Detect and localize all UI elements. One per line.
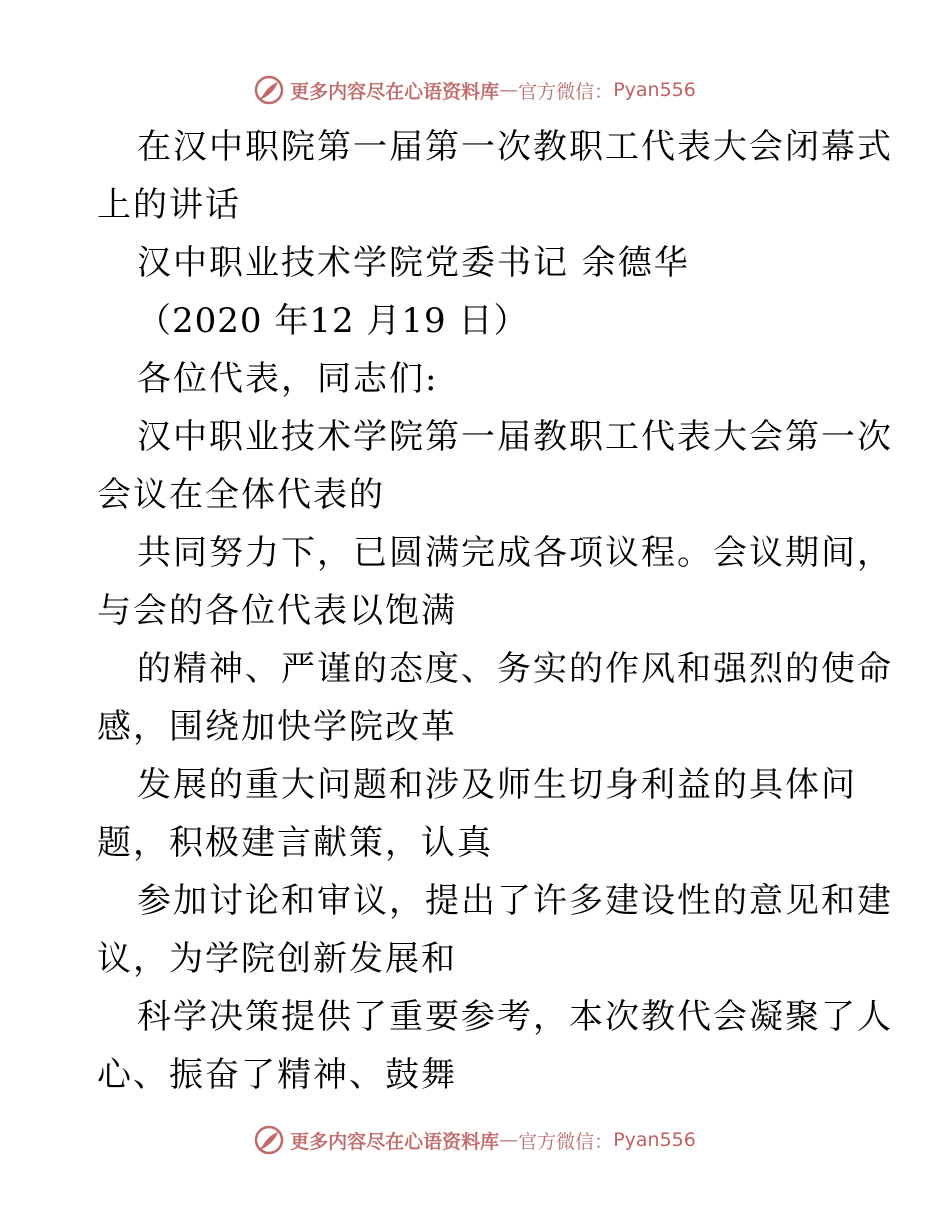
paragraph-line: 汉中职业技术学院第一届教职工代表大会第一次: [137, 417, 893, 457]
watermark-separator: —: [499, 1129, 519, 1151]
document-salutation: 各位代表，同志们:: [137, 359, 439, 399]
watermark-footer: [0, 1120, 950, 1160]
watermark-label: 官方微信：: [518, 80, 614, 103]
feather-pen-logo-icon: [254, 1125, 284, 1155]
paragraph-line: 共同努力下，已圆满完成各项议程。会议期间，: [137, 533, 893, 573]
document-body: [97, 124, 893, 1110]
paragraph-line: 与会的各位代表以饱满: [97, 591, 457, 631]
watermark-separator: —: [499, 79, 519, 101]
watermark-main-text: 更多内容尽在心语资料库: [290, 80, 500, 103]
paragraph-line: 议，为学院创新发展和: [97, 939, 457, 979]
paragraph-line: 的精神、严谨的态度、务实的作风和强烈的使命: [137, 649, 893, 689]
paragraph-line: 发展的重大问题和涉及师生切身利益的具体问: [137, 765, 857, 805]
document-author: 汉中职业技术学院党委书记 余德华: [137, 243, 690, 283]
paragraph-line: 参加讨论和审议，提出了许多建设性的意见和建: [137, 881, 893, 921]
feather-pen-logo-icon: [254, 75, 284, 105]
paragraph-line: 题，积极建言献策，认真: [97, 823, 493, 863]
watermark-wechat-id: Pyan556: [613, 79, 696, 101]
document-date: （2020 年12 月19 日）: [137, 301, 529, 341]
paragraph-line: 感，围绕加快学院改革: [97, 707, 457, 747]
paragraph-line: 科学决策提供了重要参考，本次教代会凝聚了人: [137, 997, 893, 1037]
watermark-main-text: 更多内容尽在心语资料库: [290, 1130, 500, 1153]
watermark-label: 官方微信：: [518, 1130, 614, 1153]
watermark-header: [0, 70, 950, 110]
document-title-line2: 上的讲话: [97, 185, 241, 225]
document-title-line1: 在汉中职院第一届第一次教职工代表大会闭幕式: [137, 127, 893, 167]
paragraph-line: 心、振奋了精神、鼓舞: [97, 1055, 457, 1095]
watermark-wechat-id: Pyan556: [613, 1129, 696, 1151]
paragraph-line: 会议在全体代表的: [97, 475, 385, 515]
